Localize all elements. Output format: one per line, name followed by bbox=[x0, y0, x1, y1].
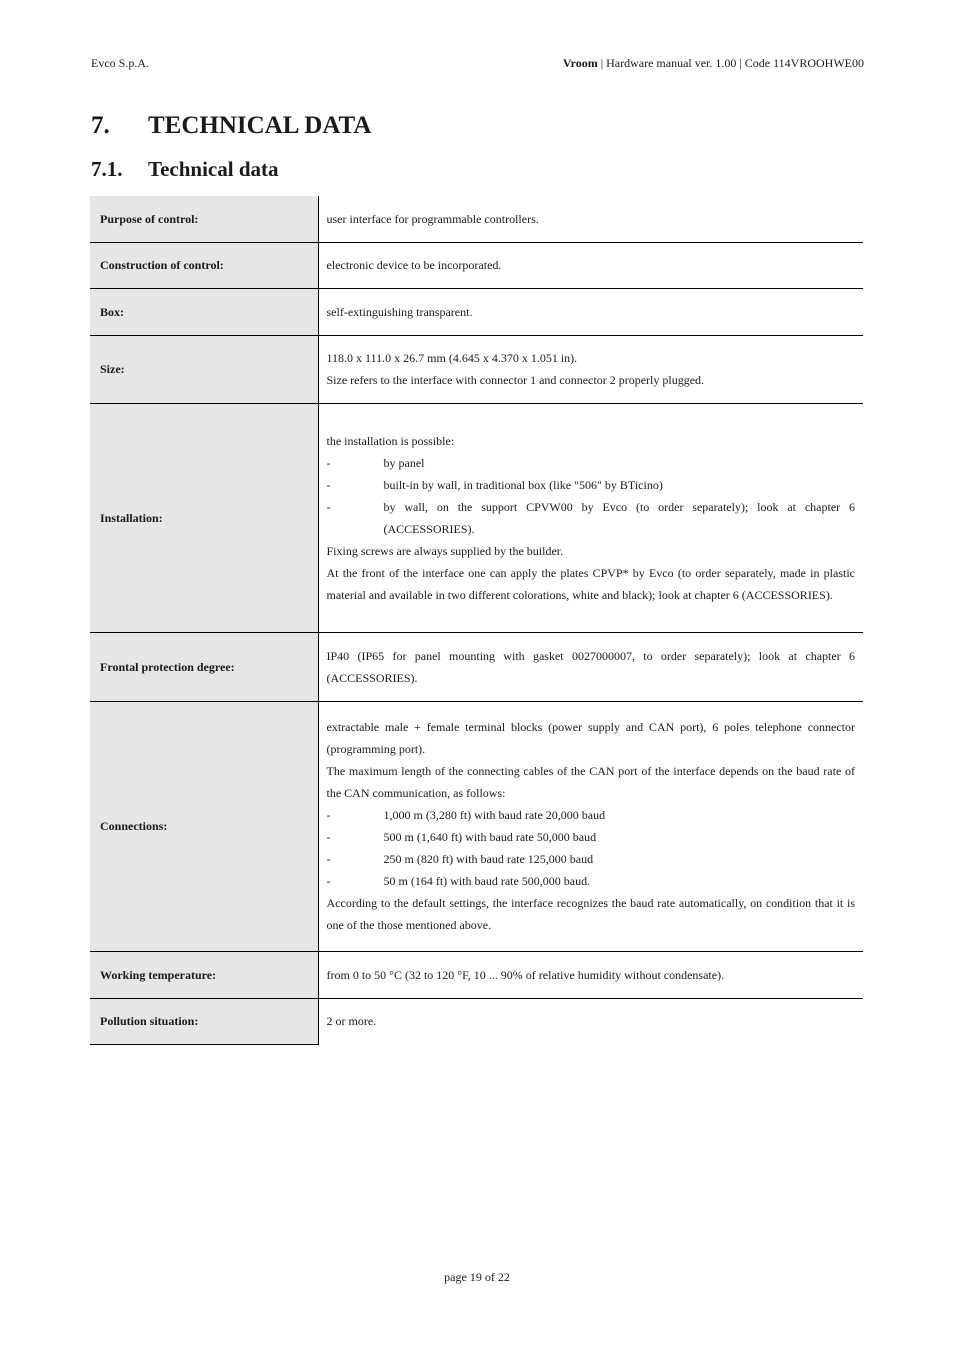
list-item: - 1,000 m (3,280 ft) with baud rate 20,000 baud bbox=[326, 808, 606, 822]
row-value bbox=[318, 701, 863, 951]
row-label: Purpose of control: bbox=[90, 196, 318, 242]
row-value: from 0 to 50 °C (32 to 120 °F, 10 ... 90% of relative humidity without condensate). bbox=[318, 951, 863, 998]
row-label: Construction of control: bbox=[90, 242, 318, 288]
table-row bbox=[90, 335, 863, 403]
row-label: Installation: bbox=[90, 403, 318, 632]
row-label: Box: bbox=[90, 288, 318, 335]
header-product: Vroom bbox=[562, 56, 598, 70]
chapter-title: TECHNICAL DATA bbox=[148, 112, 372, 139]
technical-data-table bbox=[90, 196, 863, 1045]
header-company: Evco S.p.A. bbox=[91, 56, 149, 70]
section-heading bbox=[91, 157, 279, 182]
row-label: Frontal protection degree: bbox=[90, 632, 318, 701]
value-line: The maximum length of the connecting cables of the CAN port of the interface depends on the baud rate of the CAN communication, as follows: bbox=[326, 764, 855, 800]
chapter-heading bbox=[91, 112, 371, 140]
row-value: electronic device to be incorporated. bbox=[318, 242, 863, 288]
row-label: Size: bbox=[90, 335, 318, 403]
section-number: 7.1. bbox=[91, 157, 123, 181]
chapter-number: 7. bbox=[91, 112, 110, 139]
header-manual-code: | Hardware manual ver. 1.00 | Code 114VROOHWE00 bbox=[597, 56, 864, 70]
row-value: user interface for programmable controllers. bbox=[318, 196, 863, 242]
row-label: Connections: bbox=[90, 701, 318, 951]
row-value: 2 or more. bbox=[326, 1014, 377, 1029]
table-row bbox=[90, 632, 863, 701]
row-value: self-extinguishing transparent. bbox=[318, 288, 863, 335]
list-item: - 250 m (820 ft) with baud rate 125,000 baud bbox=[326, 852, 594, 866]
list-item: - built-in by wall, in traditional box (like "506" by BTicino) bbox=[326, 477, 663, 492]
header-document-info bbox=[563, 56, 864, 71]
row-value bbox=[318, 403, 863, 632]
value-line: At the front of the interface one can apply the plates CPVP* by Evco (to order separately, made in plastic material and available in two different colorations, white and black); look at chapter 6 (ACCESSORIES). bbox=[326, 565, 855, 602]
table-row bbox=[90, 288, 863, 335]
table-row bbox=[90, 701, 863, 951]
list-item: - 500 m (1,640 ft) with baud rate 50,000 baud bbox=[326, 830, 597, 844]
table-row bbox=[90, 998, 863, 1044]
value-line: According to the default settings, the interface recognizes the baud rate automatically, on condition that it is one of the those mentioned above. bbox=[326, 896, 855, 932]
table-row bbox=[90, 242, 863, 288]
table-row bbox=[90, 403, 863, 632]
value-line: Size refers to the interface with connector 1 and connector 2 properly plugged. bbox=[326, 373, 705, 387]
row-label: Working temperature: bbox=[90, 951, 318, 998]
row-value bbox=[318, 335, 863, 403]
table-row bbox=[90, 951, 863, 998]
value-line: Fixing screws are always supplied by the builder. bbox=[326, 543, 564, 558]
list-item: - by wall, on the support CPVW00 by Evco (to order separately); look at chapter 6 (ACCESSORIES). bbox=[326, 499, 855, 536]
section-title: Technical data bbox=[148, 157, 279, 181]
value-line: the installation is possible: bbox=[326, 433, 455, 448]
page-number: page 19 of 22 bbox=[444, 1270, 510, 1284]
list-item: - 50 m (164 ft) with baud rate 500,000 baud. bbox=[326, 874, 591, 888]
list-item: - by panel bbox=[326, 455, 425, 470]
table-row bbox=[90, 196, 863, 242]
value-line: 118.0 x 111.0 x 26.7 mm (4.645 x 4.370 x 1.051 in). bbox=[326, 351, 578, 365]
row-label: Pollution situation: bbox=[90, 998, 318, 1044]
value-line: extractable male + female terminal blocks (power supply and CAN port), 6 poles telephone connector (programming port). bbox=[326, 720, 855, 756]
row-value: IP40 (IP65 for panel mounting with gasket 0027000007, to order separately); look at chapter 6 (ACCESSORIES). bbox=[318, 632, 863, 701]
